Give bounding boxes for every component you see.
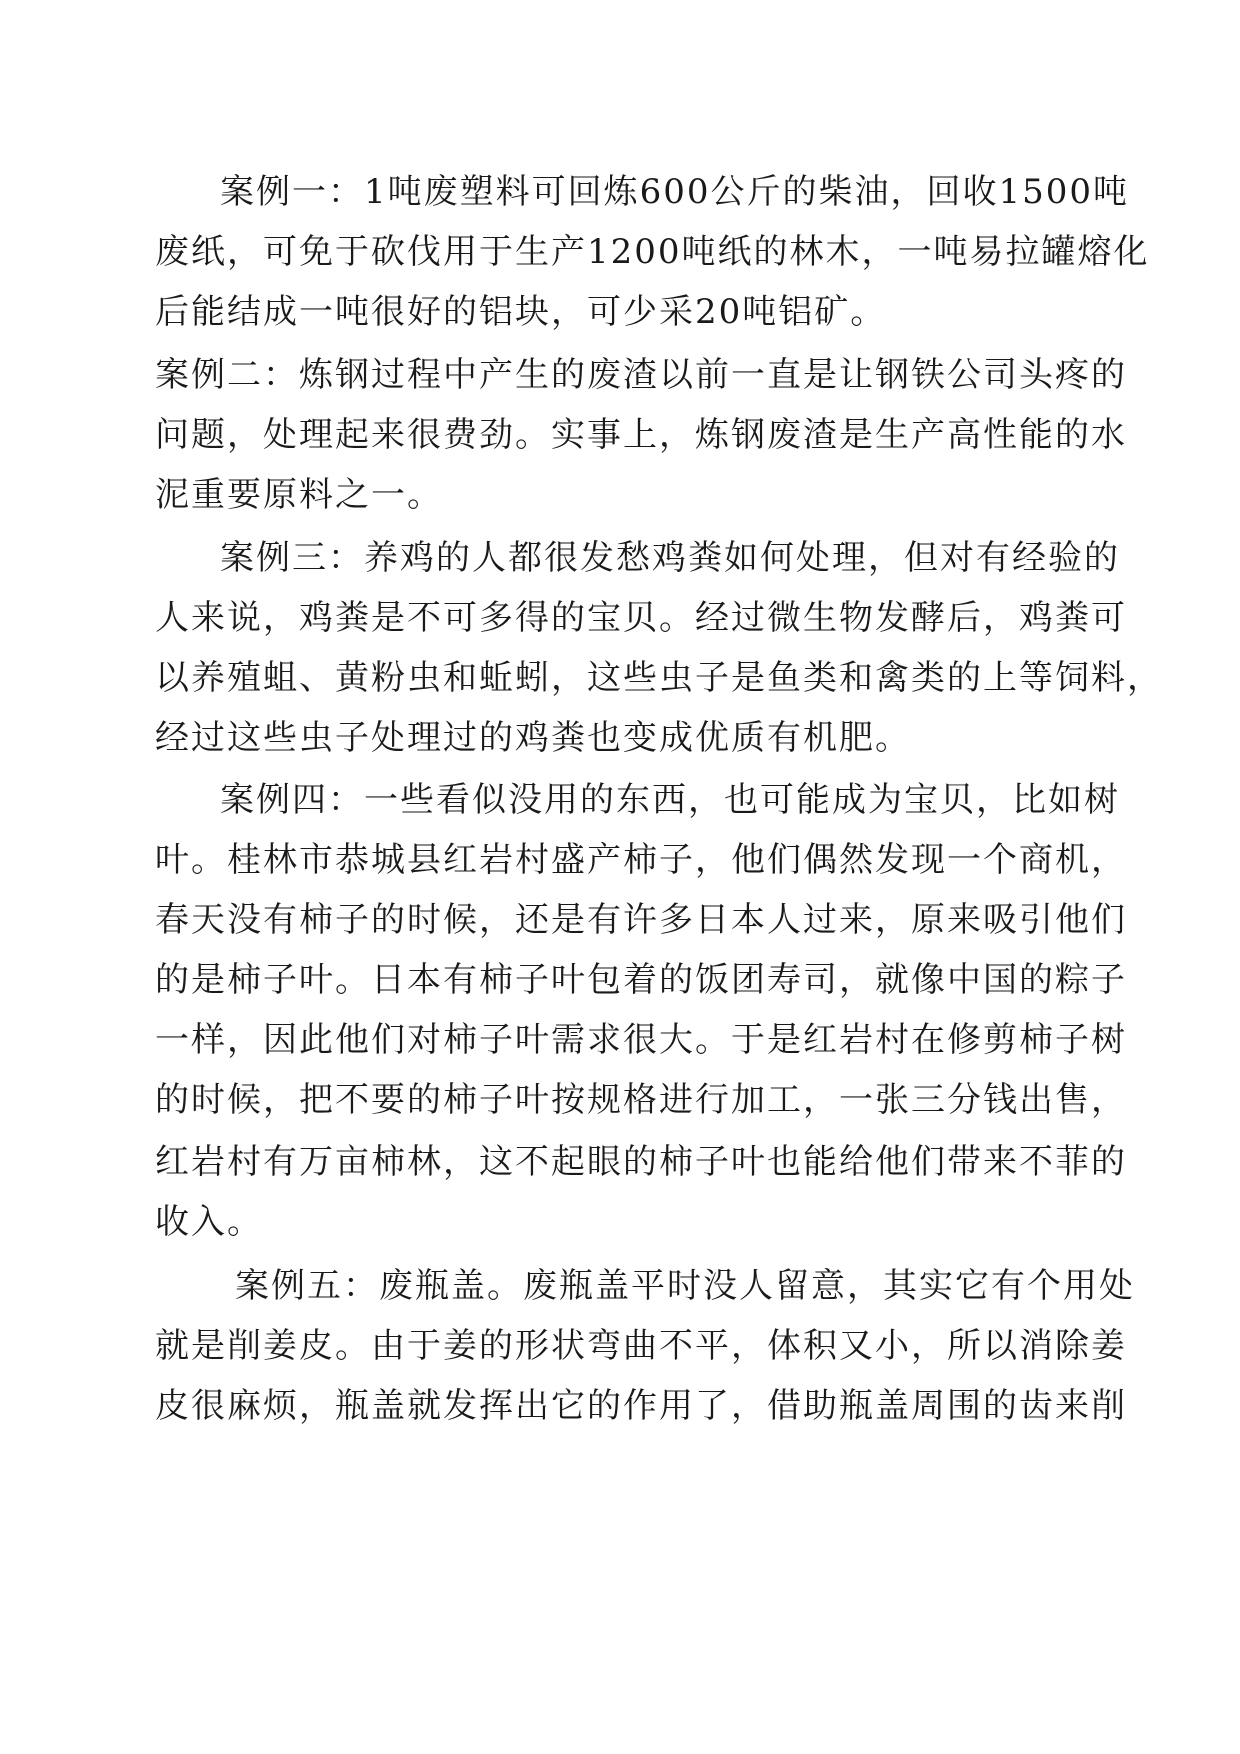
text-line: 泥重要原料之一。	[155, 475, 443, 515]
text-line: 问题，处理起来很费劲。实事上，炼钢废渣是生产高性能的水	[155, 415, 1127, 455]
text-line: 的时候，把不要的柿子叶按规格进行加工，一张三分钱出售，	[155, 1080, 1127, 1120]
text-line: 就是削姜皮。由于姜的形状弯曲不平，体积又小，所以消除姜	[155, 1326, 1127, 1366]
text-line: 以养殖蛆、黄粉虫和蚯蚓，这些虫子是鱼类和禽类的上等饲料，	[155, 658, 1163, 698]
text-line: 案例三：养鸡的人都很发愁鸡粪如何处理，但对有经验的	[220, 538, 1120, 578]
text-line: 案例一：1吨废塑料可回炼600公斤的柴油，回收1500吨	[220, 172, 1130, 212]
text-line: 叶。桂林市恭城县红岩村盛产柿子，他们偶然发现一个商机，	[155, 840, 1127, 880]
text-line: 皮很麻烦，瓶盖就发挥出它的作用了，借助瓶盖周围的齿来削	[155, 1386, 1127, 1426]
text-line: 一样，因此他们对柿子叶需求很大。于是红岩村在修剪柿子树	[155, 1020, 1127, 1060]
text-line: 收入。	[155, 1202, 263, 1242]
text-line: 春天没有柿子的时候，还是有许多日本人过来，原来吸引他们	[155, 900, 1127, 940]
text-line: 红岩村有万亩柿林，这不起眼的柿子叶也能给他们带来不菲的	[155, 1142, 1127, 1182]
text-line: 经过这些虫子处理过的鸡粪也变成优质有机肥。	[155, 718, 911, 758]
text-line: 案例四：一些看似没用的东西，也可能成为宝贝，比如树	[220, 780, 1120, 820]
text-line: 废纸，可免于砍伐用于生产1200吨纸的林木，一吨易拉罐熔化	[155, 232, 1150, 272]
text-line: 人来说，鸡粪是不可多得的宝贝。经过微生物发酵后，鸡粪可	[155, 598, 1127, 638]
text-line: 案例五：废瓶盖。废瓶盖平时没人留意，其实它有个用处	[235, 1266, 1135, 1306]
text-line: 案例二：炼钢过程中产生的废渣以前一直是让钢铁公司头疼的	[155, 355, 1127, 395]
text-line: 后能结成一吨很好的铝块，可少采20吨铝矿。	[155, 292, 887, 332]
text-line: 的是柿子叶。日本有柿子叶包着的饭团寿司，就像中国的粽子	[155, 960, 1127, 1000]
